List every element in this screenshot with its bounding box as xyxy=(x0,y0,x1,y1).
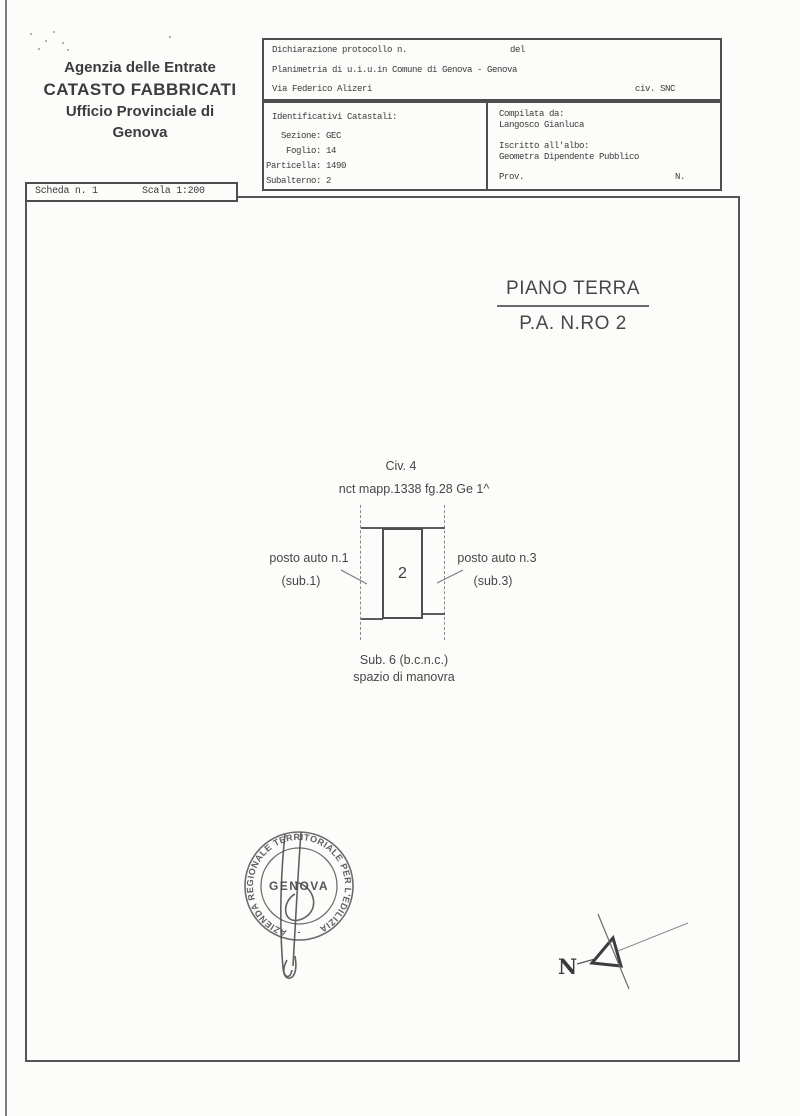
particella-value: 1490 xyxy=(326,161,347,171)
sezione-value: GEC xyxy=(326,131,342,141)
subalterno-value: 2 xyxy=(326,176,332,186)
floor-title: PIANO TERRA xyxy=(497,278,649,307)
sheet-number: Scheda n. 1 xyxy=(35,186,98,197)
signature xyxy=(281,832,314,978)
office-city: Genova xyxy=(112,124,168,141)
n-label: N. xyxy=(675,172,686,182)
subalterno-label: Subalterno: xyxy=(265,176,321,186)
civic-label: Civ. 4 xyxy=(385,459,417,473)
north-compass xyxy=(548,900,698,1000)
particella-label: Particella: xyxy=(265,161,321,171)
leader-line-right xyxy=(437,570,463,583)
parking-left-sub-label: (sub.1) xyxy=(281,574,321,588)
stamp-center-text: GENOVA xyxy=(268,879,330,893)
agency-header xyxy=(30,58,250,143)
registry-title: CATASTO FABBRICATI xyxy=(43,80,237,99)
plan-bottom-right-wall-line xyxy=(423,613,445,615)
parking-unit-outline xyxy=(382,528,423,619)
protocol-label: Dichiarazione protocollo n. xyxy=(272,45,408,55)
identifiers-title: Identificativi Catastali: xyxy=(272,112,398,122)
office-stamp xyxy=(235,822,365,992)
plan-bottom-left-wall-line xyxy=(361,618,383,620)
manoeuvre-space-label: spazio di manovra xyxy=(353,670,455,684)
plan-number: P.A. N.RO 2 xyxy=(519,313,627,334)
north-arrow-icon xyxy=(592,938,621,966)
floor-title-block xyxy=(488,278,658,335)
compiler-label: Compilata da: xyxy=(499,109,565,119)
scale-value: Scala 1:200 xyxy=(142,186,205,197)
cadastral-identifiers-box xyxy=(262,101,488,191)
register-label: Iscritto all'albo: xyxy=(499,141,590,151)
street-name: Via Federico Alizeri xyxy=(272,84,373,94)
agency-name: Agenzia delle Entrate xyxy=(64,59,216,76)
compiler-name: Langosco Gianluca xyxy=(499,120,585,130)
unit-number: 2 xyxy=(398,564,407,582)
parking-left-label: posto auto n.1 xyxy=(269,551,349,565)
planimetria-line: Planimetria di u.i.u.in Comune di Genova - Genova xyxy=(272,65,518,75)
sheet-scale-box xyxy=(25,182,238,202)
north-label: N xyxy=(558,954,578,979)
prov-label: Prov. xyxy=(499,172,525,182)
register-value: Geometra Dipendente Pubblico xyxy=(499,152,640,162)
sezione-label: Sezione: xyxy=(280,131,321,141)
civic-number: civ. SNC xyxy=(635,84,676,94)
stamp-separator: - xyxy=(297,927,301,937)
compass-long-line xyxy=(618,923,688,951)
declaration-box xyxy=(262,38,722,101)
compiler-box xyxy=(486,101,722,191)
foglio-value: 14 xyxy=(326,146,337,156)
parking-right-sub-label: (sub.3) xyxy=(473,574,513,588)
leader-line-left xyxy=(341,570,367,584)
scan-edge-line xyxy=(5,0,7,1116)
office-line: Ufficio Provinciale di xyxy=(65,103,215,120)
sub6-label: Sub. 6 (b.c.n.c.) xyxy=(359,653,449,667)
map-reference-label: nct mapp.1338 fg.28 Ge 1^ xyxy=(338,482,490,496)
stamp-ring-text: AZIENDA REGIONALE TERRITORIALE PER L'EDILIZIA xyxy=(244,831,354,939)
protocol-date-label: del xyxy=(510,45,526,55)
foglio-label: Foglio: xyxy=(285,146,321,156)
parking-right-label: posto auto n.3 xyxy=(457,551,537,565)
